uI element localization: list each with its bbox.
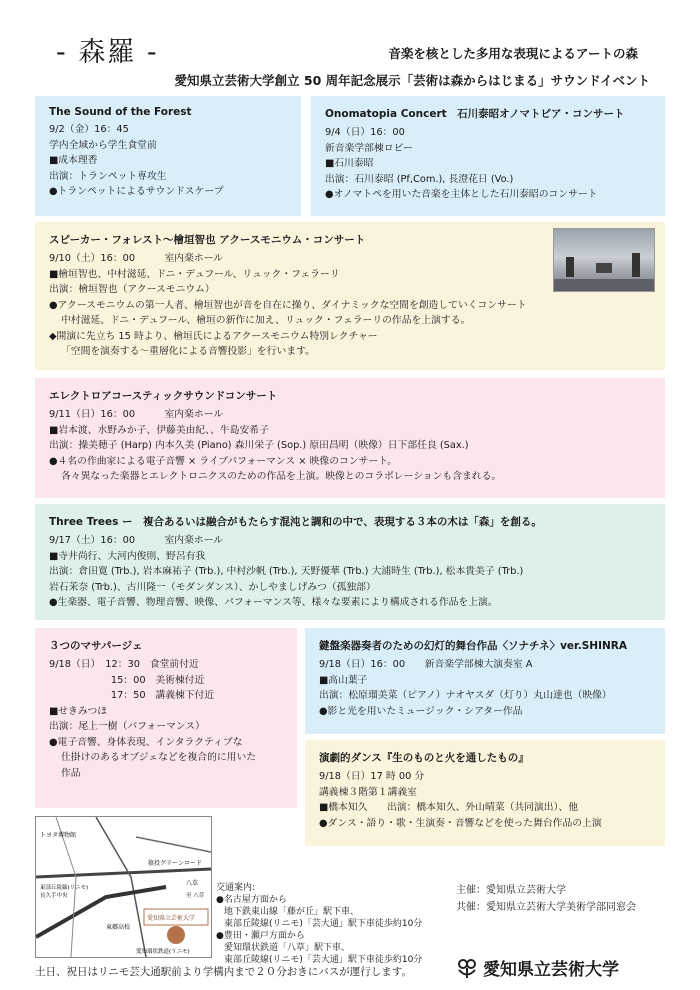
map-label: 至 八草 (186, 893, 205, 899)
page-title: - 森羅 - (56, 37, 159, 68)
event-line: 出演：松原瑠美菜（ピアノ）ナオヤスダ（灯り）丸山達也（映像） (319, 690, 612, 701)
map-label: 東郷高校 (106, 924, 131, 931)
event-three-trees (35, 504, 665, 620)
event-theatrical-dance (305, 740, 665, 846)
access-line: 交通案内: (216, 883, 256, 893)
university-emblem-icon (456, 957, 478, 979)
map-label: 猿投グリーンロード (148, 860, 202, 867)
event-speaker-forest (35, 222, 665, 370)
event-line: 学内全域から学生食堂前 (49, 139, 157, 151)
access-line: 地下鉄東山線「藤が丘」駅下車、 (224, 907, 360, 917)
event-line: 9/2（金）16：45 (49, 124, 129, 135)
event-electroacoustic (35, 378, 665, 498)
event-line: 新音楽学部棟ロビー (325, 142, 413, 154)
access-line: ●名古屋方面から (216, 895, 287, 905)
event-series-title: 愛知県立芸術大学創立 50 周年記念展示「芸術は森からはじまる」サウンドイベント (174, 73, 650, 88)
event-line: ●４名の作曲家による電子音響 × ライブパフォーマンス × 映像のコンサート。 (49, 455, 397, 467)
map-label: 愛知県立芸術大学 (147, 915, 196, 922)
event-line: 出演：檜垣智也（アクースモニウム） (49, 284, 215, 295)
event-title: エレクトロアコースティックサウンドコンサート (49, 390, 278, 402)
event-line: 講義棟３階第１講義室 (319, 786, 417, 798)
event-title: Onomatopia Concert 石川泰昭オノマトピア・コンサート (325, 108, 625, 120)
event-line: ●アクースモニウムの第一人者、檜垣智也が音を自在に操り、ダイナミックな空間を創造していくコンサート (49, 299, 527, 311)
event-title: 演劇的ダンス『生のものと火を通したもの』 (319, 752, 529, 764)
university-logo (456, 955, 619, 980)
event-sound-of-forest (35, 96, 301, 216)
event-line: 9/4（日）16：00 (325, 127, 405, 138)
event-line: ●トランペットによるサウンドスケープ (49, 186, 224, 197)
event-line: 出演：トランペット専攻生 (49, 170, 167, 182)
event-line: 9/17（土）16：00 室内楽ホール (49, 535, 224, 546)
event-line: ■橋本知久 出演：橋本知久、外山晴菜（共同演出）、他 (319, 802, 579, 813)
event-line: ■せきみつほ (49, 705, 108, 717)
event-line: 出演：倉田寛 (Trb.), 岩本麻祐子 (Trb.), 中村沙帆 (Trb.), 天野優華 (Trb.) 大浦時生 (Trb.), 松本貴美子 (Trb.) (49, 566, 524, 577)
cohost: 共催：愛知県立芸術大学美術学部同窓会 (456, 902, 636, 913)
organizers (456, 882, 636, 916)
event-line: ◆開演に先立ち 15 時より、檜垣氏によるアクースモニウム特別レクチャー (49, 330, 378, 342)
access-line: 東部丘陵線(リニモ)「芸大通」駅下車徒歩約10分 (224, 955, 423, 965)
event-title: Three Trees ー 複合あるいは融合がもたらす混沌と調和の中で、表現する３本の木は「森」を創る。 (49, 516, 542, 528)
event-line: ■成本理香 (49, 155, 98, 166)
host: 主催：愛知県立芸術大学 (456, 885, 566, 896)
university-marker (167, 926, 185, 944)
logo-text: 愛知県立芸術大学 (483, 960, 619, 980)
event-line: 9/18（日）16：00 新音楽学部棟大演奏室 A (319, 659, 533, 670)
event-sonatine (305, 628, 665, 734)
event-line: 15：00 美術棟付近 (49, 674, 205, 686)
event-title: 鍵盤楽器奏者のための幻灯的舞台作品〈ソナチネ〉ver.SHINRA (319, 640, 627, 652)
access-line: 東部丘陵線(リニモ)「芸大通」駅下車徒歩約10分 (224, 919, 423, 929)
map-label: 八草 (186, 880, 199, 887)
event-line: 中村滋延、ドニ・デュフール、檜垣の新作に加え、リュック・フェラーリの作品を上演する。 (61, 315, 471, 326)
event-line: ●電子音響、身体表現、インタラクティブな (49, 736, 243, 748)
access-line: ●豊田・瀬戸方面から (216, 931, 305, 941)
event-title: ３つのマサパージェ (49, 640, 143, 652)
event-line: ●ダンス・語り・歌・生演奏・音響などを使った舞台作品の上演 (319, 817, 602, 829)
event-line: 17：50 講義棟下付近 (49, 690, 215, 701)
event-onomatopia (311, 96, 665, 216)
event-line: 9/18（日）17 時 00 分 (319, 771, 425, 782)
event-line: 仕掛けのあるオブジェなどを複合的に用いた (61, 752, 257, 763)
event-line: 出演：石川泰昭 (Pf,Com.), 長澄花日 (Vo.) (325, 173, 514, 185)
event-title: The Sound of the Forest (49, 106, 192, 118)
event-line: 9/18（日） 12：30 食堂前付近 (49, 659, 199, 670)
concert-photo (553, 228, 655, 292)
event-line: 作品 (61, 767, 81, 779)
event-line: ■高山葉子 (319, 674, 368, 686)
subtitle: 音楽を核とした多用な表現によるアートの森 (388, 46, 638, 61)
map-label: 愛知環状鉄道(リニモ) (136, 949, 190, 955)
event-line: ●影と光を用いたミュージック・シアター作品 (319, 705, 523, 717)
event-line: 9/10（土）16：00 室内楽ホール (49, 253, 224, 264)
event-masapage (35, 628, 297, 808)
event-line: 出演：尾上一樹（パフォーマンス） (49, 721, 205, 732)
map-label: 長久手中央 (40, 893, 68, 899)
event-line: ●オノマトペを用いた音楽を主体とした石川泰昭のコンサート (325, 189, 598, 200)
event-line: 9/11（日）16：00 室内楽ホール (49, 409, 224, 420)
access-line: 愛知環状鉄道「八草」駅下車、 (224, 943, 351, 953)
event-line: 出演：操美穂子 (Harp) 内本久美 (Piano) 森川栄子 (Sop.) 原田昌明（映像）日下部任良 (Sax.) (49, 440, 469, 451)
event-line: 岩石茉奈 (Trb.)、古川隆一（モダンダンス）、かしやましげみつ（孤独部） (49, 581, 376, 593)
access-info (216, 882, 422, 966)
event-line: 各々異なった楽器とエレクトロニクスのための作品を上演。映像とのコラボレーションも含まれる。 (61, 471, 502, 482)
map-label: 東部丘陵線(リニモ) (40, 885, 89, 891)
event-title: スピーカー・フォレスト〜檜垣智也 アクースモニウム・コンサート (49, 234, 366, 246)
event-line: ■岩本渡、水野みか子、伊藤美由紀、、牛島安希子 (49, 424, 269, 436)
event-line: ●生楽器、電子音響、物理音響、映像、パフォーマンス等、様々な要素により構成される作品を上演。 (49, 597, 498, 608)
event-line: 「空間を演奏する〜重層化による音響投影」を行います。 (61, 346, 315, 357)
access-map (35, 816, 212, 958)
map-label: トヨタ博物館 (40, 832, 77, 839)
bus-note: 土日、祝日はリニモ芸大通駅前より学構内まで２０分おきにバスが運行します。 (35, 966, 412, 978)
event-line: ■石川泰昭 (325, 158, 374, 169)
event-line: ■檜垣智也、中村滋延、ドニ・デュフール、リュック・フェラーリ (49, 268, 340, 280)
event-line: ■寺井尚行、大河内俊則、野呂有我 (49, 550, 206, 562)
